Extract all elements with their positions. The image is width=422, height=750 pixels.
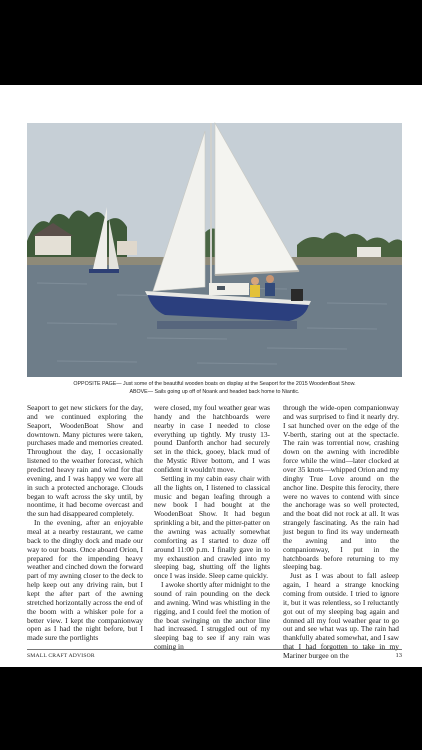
paragraph: through the wide-open companionway and was surprised to find it nearly dry. I sat hunched over on the edge of the V-berth, staring out at the spectacle. The rain was torrential now, crashing down on the awning with incredible force while the wind—later clocked at over 35 knots—whipped Orion and my dinghy True Love around on the anchor line. Despite this ferocity, there were no waves to contend with since the anchorage was so well protected, and the boat did not rock at all. It was strangely fascinating. As the rain had just begun to find its way underneath the awning and into the companionway, I put in the hatchboards before returning to my sleeping bag. [283, 403, 399, 572]
sailboat-illustration [27, 123, 402, 377]
boat-cabin [209, 283, 249, 295]
text-column-2 [154, 403, 270, 652]
shoreline [27, 257, 402, 265]
paragraph: Just as I was about to fall asleep again, I heard a strange knocking coming from outside. I tried to ignore it, but it was relentless, so I reluctantly got out of my sleeping bag again and donned all my foul weather gear to go out and see what was up. The rain had thankfully abated somewhat, and I saw that I had forgotten to take in my Mariner burgee on the [283, 571, 399, 661]
magazine-page [0, 85, 422, 667]
caption-line-2: ABOVE— Sails going up off of Noank and headed back home to Niantic. [129, 389, 300, 395]
paragraph: Settling in my cabin easy chair with all the lights on, I listened to classical music and began leafing through a new book I had bought at the WoodenBoat Show. It had begun sprinkling a bit, and the pitter-patter on the awning was actually somewhat comforting as I started to doze off around 11:00 p.m. I finally gave in to my exhaustion and crawled into my sleeping bag, shutting off the lights once I was inside. Sleep came quickly. [154, 473, 270, 581]
paragraph: were closed, my foul weather gear was handy and the hatchboards were nearby in case I needed to close everything up tightly. My trusty 13-pound Danforth anchor had securely set in the thick, gooey, black mud of the Mystic River bottom, and I was confident it wouldn't move. [154, 403, 270, 475]
page-number: 13 [395, 652, 402, 659]
paragraph: I awoke shortly after midnight to the sound of rain pounding on the deck and awning. Wind was whistling in the rigging, and I could feel the motion of the boat swinging on the anchor line had increased. I struggled out of my sleeping bag to see if any rain was coming in [154, 580, 270, 652]
outboard-motor [291, 289, 303, 301]
sailboat-photo [27, 123, 402, 377]
caption-line-1: OPPOSITE PAGE— Just some of the beautiful wooden boats on display at the Seaport for the 2015 WoodenBoat Show. [73, 381, 356, 387]
paragraph: In the evening, after an enjoyable meal at a nearby restaurant, we came back to the dinghy dock and made our way to our boats. Once aboard Orion, I prepared for the impending heavy weather and cinched down the forward part of my awning closer to the deck to help keep out any driving rain, but I kept the after part of the awning stretched horizontally across the end of the boom with a whisker pole for a better view. I kept the companionway open as I had the night before, but I made sure the portlights [27, 518, 143, 643]
page-footer [27, 649, 402, 662]
sailor [251, 277, 259, 285]
photo-caption [27, 380, 402, 396]
publication-name: SMALL CRAFT ADVISOR [27, 653, 95, 659]
text-column-1 [27, 403, 143, 643]
paragraph: Seaport to get new stickers for the day, and we continued exploring the Seaport, WoodenBoat Show and downtown. Many pictures were taken, purchases made and memories created. Throughout the day, I occasionally listened to the weather forecast, which predicted heavy rain and wind for that evening, and I was happy we were all in such a protected anchorage. Clouds began to waft across the sky until, by noontime, it had become overcast and the sun had disappeared completely. [27, 403, 143, 519]
house [35, 235, 71, 255]
